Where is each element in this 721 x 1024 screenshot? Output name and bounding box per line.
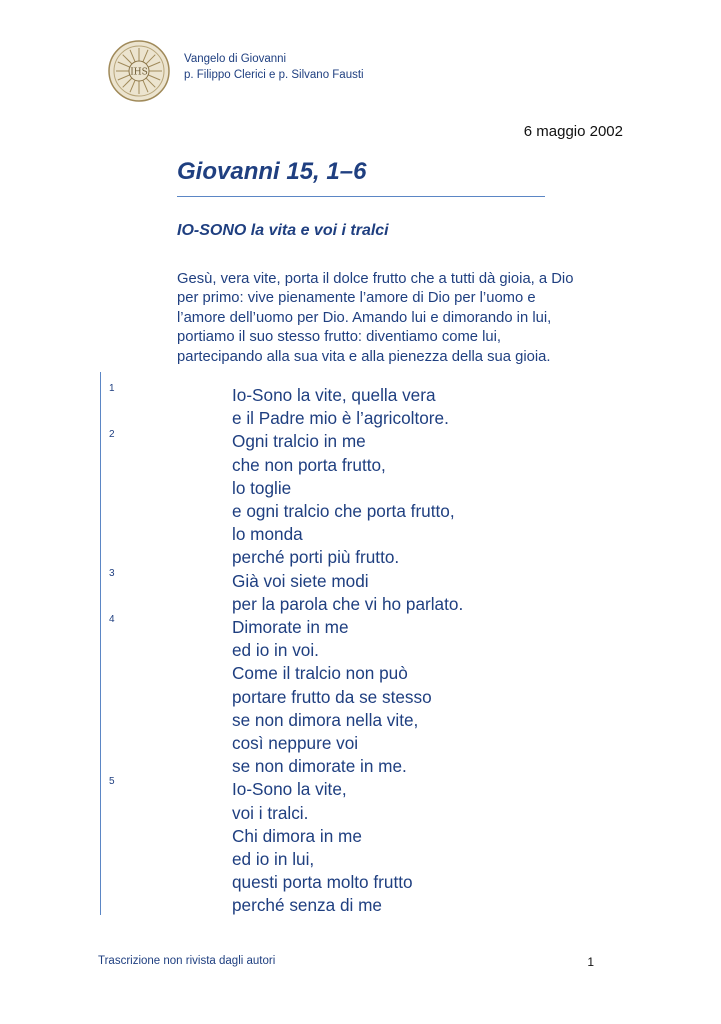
verse-line: se non dimora nella vite, [232, 709, 419, 730]
intro-line: Gesù, vera vite, porta il dolce frutto che a tutti dà gioia, a Dio [177, 271, 574, 287]
intro-line: portiamo il suo stesso frutto: diventiamo come lui, [177, 329, 502, 346]
verse-line: Io-Sono la vite, [232, 779, 347, 800]
intro-line: partecipando alla sua vita e alla pienezza della sua gioia. [177, 348, 551, 365]
verse-line: Come il tralcio non può [232, 663, 408, 684]
verse-line: Già voi siete modi [232, 570, 369, 591]
verse-line: Ogni tralcio in me [232, 431, 366, 452]
verse-line: lo monda [232, 524, 303, 545]
verse-line: perché senza di me [232, 895, 382, 916]
header-line-2: p. Filippo Clerici e p. Silvano Fausti [184, 69, 364, 81]
verse-line: e ogni tralcio che porta frutto, [232, 501, 455, 522]
verse-line: Dimorate in me [232, 617, 349, 638]
verse-line: questi porta molto frutto [232, 872, 413, 893]
verse-number: 3 [109, 568, 115, 579]
intro-line: per primo: vive pienamente l’amore di Dio per l’uomo e [177, 290, 536, 307]
verse-number: 5 [109, 776, 115, 787]
page-title: Giovanni 15, 1–6 [177, 158, 367, 185]
intro-paragraph [177, 270, 617, 367]
verse-number: 4 [109, 614, 115, 625]
verse-line: per la parola che vi ho parlato. [232, 593, 464, 614]
margin-bar [100, 372, 101, 915]
verse-line: voi i tralci. [232, 802, 309, 823]
verse-line: perché porti più frutto. [232, 547, 400, 568]
page-number: 1 [587, 955, 594, 969]
verse-line: Chi dimora in me [232, 825, 362, 846]
verse-number: 2 [109, 429, 115, 440]
footer-note: Trascrizione non rivista dagli autori [98, 955, 276, 967]
svg-text:IHS: IHS [130, 67, 148, 78]
verse-text [232, 384, 463, 918]
subtitle: IO-SONO la vita e voi i tralci [177, 222, 389, 239]
circular-seal-icon [108, 40, 170, 102]
verse-line: che non porta frutto, [232, 454, 386, 475]
verse-line: ed io in lui, [232, 849, 315, 870]
header-line-1: Vangelo di Giovanni [184, 53, 287, 65]
verse-line: così neppure voi [232, 733, 359, 754]
verse-line: portare frutto da se stesso [232, 686, 432, 707]
verse-line: se non dimorate in me. [232, 756, 407, 777]
verse-line: lo toglie [232, 477, 292, 498]
verse-number: 1 [109, 383, 115, 394]
verse-line: ed io in voi. [232, 640, 319, 661]
title-divider [177, 196, 545, 197]
date: 6 maggio 2002 [523, 123, 623, 140]
verse-line: e il Padre mio è l’agricoltore. [232, 408, 449, 429]
intro-line: l’amore dell’uomo per Dio. Amando lui e dimorando in lui, [177, 309, 552, 326]
verse-line: Io-Sono la vite, quella vera [232, 385, 436, 405]
